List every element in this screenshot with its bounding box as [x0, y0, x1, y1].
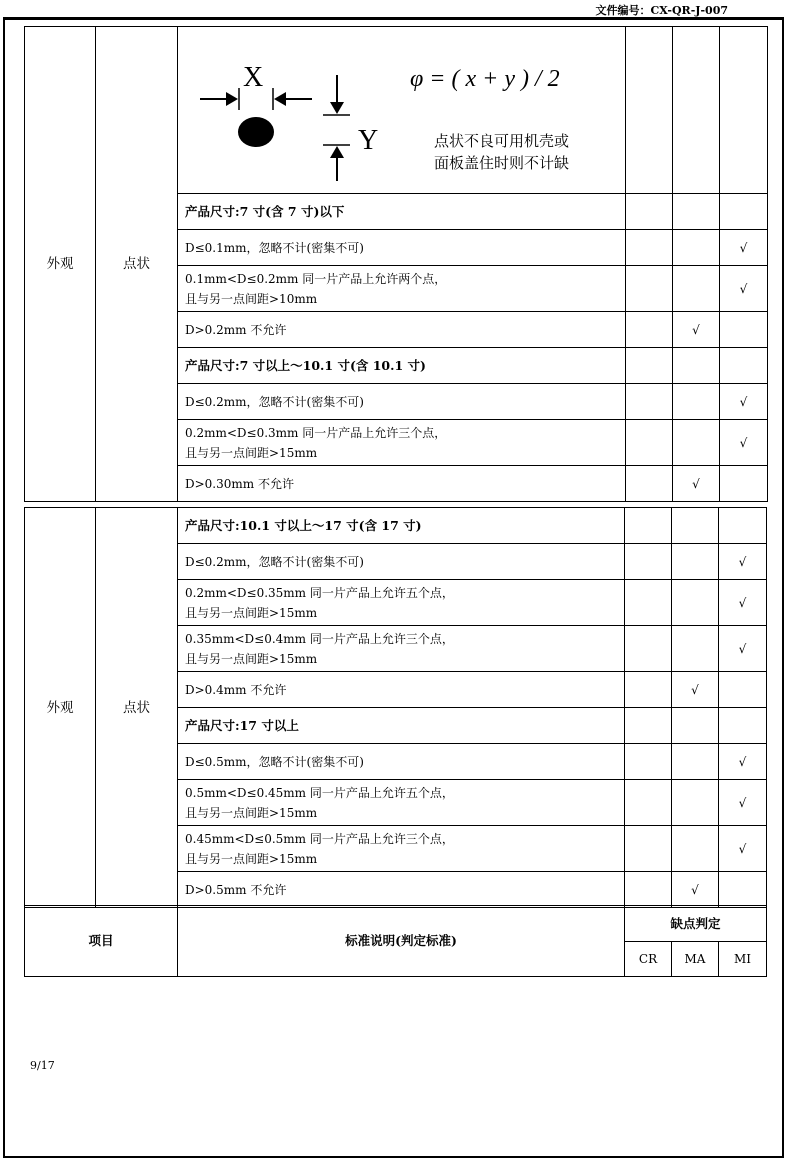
diagram-cell: [178, 27, 626, 194]
grade-ma-cell: [672, 708, 719, 744]
sub-item-cell: 点状: [96, 508, 178, 908]
item-cell: 外观: [25, 27, 96, 502]
header-cr: CR: [625, 942, 672, 977]
criterion-cell: [178, 420, 626, 466]
grade-cr-cell: [626, 230, 673, 266]
y-label: Y: [358, 124, 379, 156]
grade-cr-cell: [626, 384, 673, 420]
grade-mi-cell: √: [719, 544, 767, 580]
criterion-text: D≤0.5mm，忽略不计(密集不可): [185, 754, 364, 769]
grade-cr-cell: [626, 312, 673, 348]
criterion-text-line2: 且与另一点间距>15mm: [185, 605, 318, 620]
grade-cr-cell: [626, 27, 673, 194]
grade-ma-cell: [672, 580, 719, 626]
grade-ma-cell: [672, 626, 719, 672]
criterion-cell: [178, 544, 625, 580]
grade-mi-cell: √: [719, 744, 767, 780]
criterion-text-line2: 且与另一点间距>15mm: [185, 651, 318, 666]
criterion-text-line2: 且与另一点间距>10mm: [185, 291, 318, 306]
grade-ma-cell: [672, 508, 719, 544]
criterion-cell: [178, 508, 625, 544]
criterion-cell: [178, 672, 625, 708]
criterion-cell: [178, 780, 625, 826]
grade-cr-cell: [625, 580, 672, 626]
grade-cr-cell: [625, 544, 672, 580]
criterion-cell: [178, 708, 625, 744]
grade-cr-cell: [625, 744, 672, 780]
grade-cr-cell: [626, 348, 673, 384]
criterion-cell: [178, 872, 625, 908]
grade-ma-cell: √: [673, 312, 720, 348]
header-item: 项目: [25, 906, 178, 977]
criterion-cell: [178, 312, 626, 348]
grade-mi-cell: [720, 194, 768, 230]
grade-cr-cell: [625, 672, 672, 708]
x-label: X: [243, 61, 264, 93]
criterion-text: D≤0.1mm，忽略不计(密集不可): [185, 240, 364, 255]
spot-measure-diagram: [178, 28, 625, 193]
criterion-text: D≤0.2mm，忽略不计(密集不可): [185, 554, 364, 569]
page-number: 9/17: [30, 1059, 55, 1072]
grade-cr-cell: [625, 708, 672, 744]
criterion-text-line2: 且与另一点间距>15mm: [185, 851, 318, 866]
y-arrowhead-top: [330, 102, 344, 114]
criterion-text-line2: 且与另一点间距>15mm: [185, 445, 318, 460]
document-number: 文件编号：CX-QR-J-007: [595, 4, 728, 17]
criterion-text: 0.2mm<D≤0.35mm 同一片产品上允许五个点，: [185, 585, 454, 600]
grade-ma-cell: [673, 420, 720, 466]
header-standard: 标准说明(判定标准): [178, 906, 625, 977]
grade-ma-cell: [672, 780, 719, 826]
grade-ma-cell: [673, 27, 720, 194]
inspection-table-section-1: [24, 26, 768, 502]
diameter-formula: φ = ( x + y ) / 2: [410, 65, 560, 92]
criterion-text: 产品尺寸:7 寸以上～10.1 寸(含 10.1 寸): [185, 357, 426, 373]
criterion-cell: [178, 384, 626, 420]
grade-ma-cell: √: [672, 672, 719, 708]
criterion-text: D>0.2mm 不允许: [185, 322, 287, 337]
grade-mi-cell: √: [719, 626, 767, 672]
grade-ma-cell: [673, 194, 720, 230]
criterion-text: 产品尺寸:17 寸以上: [185, 717, 299, 733]
grade-ma-cell: √: [673, 466, 720, 502]
grade-ma-cell: [672, 544, 719, 580]
criterion-cell: [178, 466, 626, 502]
grade-mi-cell: √: [720, 230, 768, 266]
criterion-cell: [178, 826, 625, 872]
grade-cr-cell: [626, 266, 673, 312]
diagram-row: [25, 27, 768, 194]
criterion-cell: [178, 230, 626, 266]
grade-mi-cell: √: [720, 384, 768, 420]
grade-mi-cell: [720, 312, 768, 348]
grade-cr-cell: [626, 466, 673, 502]
grade-cr-cell: [625, 508, 672, 544]
criterion-text: D≤0.2mm，忽略不计(密集不可): [185, 394, 364, 409]
criterion-text: 0.45mm<D≤0.5mm 同一片产品上允许三个点，: [185, 831, 454, 846]
grade-mi-cell: [720, 466, 768, 502]
grade-mi-cell: [720, 27, 768, 194]
header-mi: MI: [719, 942, 767, 977]
criterion-cell: [178, 266, 626, 312]
sub-item-cell: 点状: [96, 27, 178, 502]
grade-cr-cell: [625, 626, 672, 672]
column-header-table: [24, 905, 767, 977]
header-defect-judgement: 缺点判定: [625, 906, 767, 942]
header-ma: MA: [672, 942, 719, 977]
grade-ma-cell: [673, 348, 720, 384]
criterion-cell: [178, 194, 626, 230]
grade-cr-cell: [626, 194, 673, 230]
criterion-text-line2: 且与另一点间距>15mm: [185, 805, 318, 820]
criterion-text: D>0.4mm 不允许: [185, 682, 287, 697]
y-arrowhead-bottom: [330, 146, 344, 158]
criterion-text: 产品尺寸:7 寸(含 7 寸)以下: [185, 203, 345, 219]
grade-mi-cell: √: [719, 826, 767, 872]
criterion-text: D>0.30mm 不允许: [185, 476, 294, 491]
grade-cr-cell: [625, 780, 672, 826]
grade-mi-cell: √: [720, 420, 768, 466]
criterion-text: 0.2mm<D≤0.3mm 同一片产品上允许三个点，: [185, 425, 447, 440]
grade-mi-cell: [719, 708, 767, 744]
criterion-cell: [178, 744, 625, 780]
grade-mi-cell: √: [720, 266, 768, 312]
grade-ma-cell: [672, 826, 719, 872]
inspection-table-section-2: [24, 507, 767, 908]
spot-dot: [238, 117, 274, 147]
grade-mi-cell: √: [719, 580, 767, 626]
grade-cr-cell: [625, 826, 672, 872]
diagram-note-line2: 面板盖住时则不计缺: [434, 153, 570, 172]
criterion-cell: [178, 348, 626, 384]
grade-ma-cell: [673, 384, 720, 420]
grade-ma-cell: [672, 744, 719, 780]
criterion-text: 产品尺寸:10.1 寸以上～17 寸(含 17 寸): [185, 517, 422, 533]
grade-mi-cell: √: [719, 780, 767, 826]
criterion-text: 0.1mm<D≤0.2mm 同一片产品上允许两个点，: [185, 271, 447, 286]
grade-ma-cell: √: [672, 872, 719, 908]
x-arrowhead-left: [226, 92, 238, 106]
item-cell: 外观: [25, 508, 96, 908]
grade-cr-cell: [625, 872, 672, 908]
criterion-cell: [178, 626, 625, 672]
x-arrowhead-right: [274, 92, 286, 106]
size-category-row: [25, 508, 767, 544]
grade-mi-cell: [719, 872, 767, 908]
criterion-text: D>0.5mm 不允许: [185, 882, 287, 897]
criterion-text: 0.5mm<D≤0.45mm 同一片产品上允许五个点，: [185, 785, 454, 800]
grade-ma-cell: [673, 266, 720, 312]
grade-cr-cell: [626, 420, 673, 466]
grade-mi-cell: [719, 508, 767, 544]
grade-ma-cell: [673, 230, 720, 266]
criterion-cell: [178, 580, 625, 626]
grade-mi-cell: [720, 348, 768, 384]
diagram-note-line1: 点状不良可用机壳或: [434, 131, 570, 150]
criterion-text: 0.35mm<D≤0.4mm 同一片产品上允许三个点，: [185, 631, 454, 646]
grade-mi-cell: [719, 672, 767, 708]
